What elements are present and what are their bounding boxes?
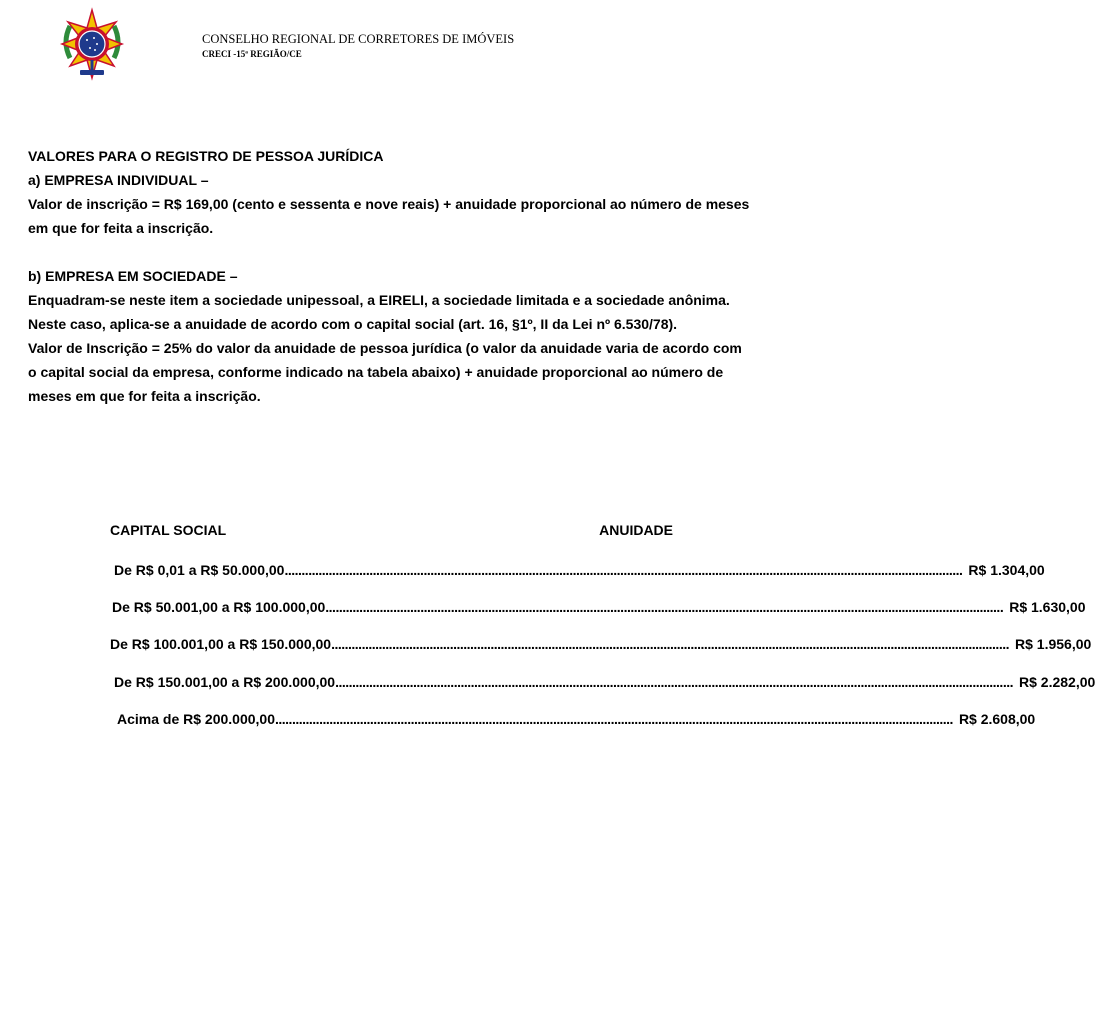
document-body	[28, 144, 750, 408]
organization-region: CRECI -15ª REGIÃO/CE	[202, 49, 302, 59]
table-row	[110, 636, 1092, 652]
capital-range: De R$ 150.001,00 a R$ 200.000,00	[114, 674, 336, 690]
anuidade-value: R$ 1.304,00	[968, 562, 1045, 578]
table-row	[117, 711, 1036, 727]
fee-table	[108, 522, 1095, 727]
capital-range: De R$ 50.001,00 a R$ 100.000,00	[112, 599, 326, 615]
paragraph-gap	[28, 240, 750, 264]
anuidade-value: R$ 1.956,00	[1015, 636, 1092, 652]
section-b-text-2: Valor de Inscrição = 25% do valor da anuidade de pessoa jurídica (o valor da anuidade varia de acordo com o capital social da empresa, conforme indicado na tabela abaixo) + anuidade proporcional ao número de meses em que for feita a inscrição.	[28, 340, 742, 404]
table-row	[114, 674, 1095, 690]
section-a-text: Valor de inscrição = R$ 169,00 (cento e sessenta e nove reais) + anuidade proporcional ao número de meses em que for feita a inscrição.	[28, 196, 750, 236]
section-b-text-1: Enquadram-se neste item a sociedade unipessoal, a EIRELI, a sociedade limitada e a sociedade anônima. Neste caso, aplica-se a anuidade de acordo com o capital social (art. 16, §1º, II da Lei nº 6.530/78).	[28, 292, 730, 332]
document-title: VALORES PARA O REGISTRO DE PESSOA JURÍDICA	[28, 148, 384, 164]
dot-leader: ........................................................................................................................................................................................................	[331, 636, 1009, 652]
organization-name: CONSELHO REGIONAL DE CORRETORES DE IMÓVEIS	[202, 32, 515, 46]
dot-leader: ........................................................................................................................................................................................................	[284, 562, 963, 578]
capital-social-column-header: CAPITAL SOCIAL	[110, 522, 227, 538]
anuidade-value: R$ 2.282,00	[1019, 674, 1095, 690]
anuidade-value: R$ 1.630,00	[1009, 599, 1086, 615]
capital-range: Acima de R$ 200.000,00	[117, 711, 275, 727]
fee-table-header	[108, 522, 673, 546]
anuidade-value: R$ 2.608,00	[958, 711, 1036, 727]
capital-range: De R$ 0,01 a R$ 50.000,00	[114, 562, 285, 578]
dot-leader: ........................................................................................................................................................................................................	[335, 674, 1013, 690]
capital-range: De R$ 100.001,00 a R$ 150.000,00	[110, 636, 332, 652]
dot-leader: ........................................................................................................................................................................................................	[275, 711, 953, 727]
section-b-heading: b) EMPRESA EM SOCIEDADE –	[28, 268, 238, 284]
creci-seal-logo	[56, 8, 128, 80]
anuidade-column-header: ANUIDADE	[599, 522, 673, 538]
table-row	[112, 599, 1086, 615]
dot-leader: ........................................................................................................................................................................................................	[325, 599, 1004, 615]
table-row	[114, 562, 1045, 578]
section-a-heading: a) EMPRESA INDIVIDUAL –	[28, 172, 209, 188]
